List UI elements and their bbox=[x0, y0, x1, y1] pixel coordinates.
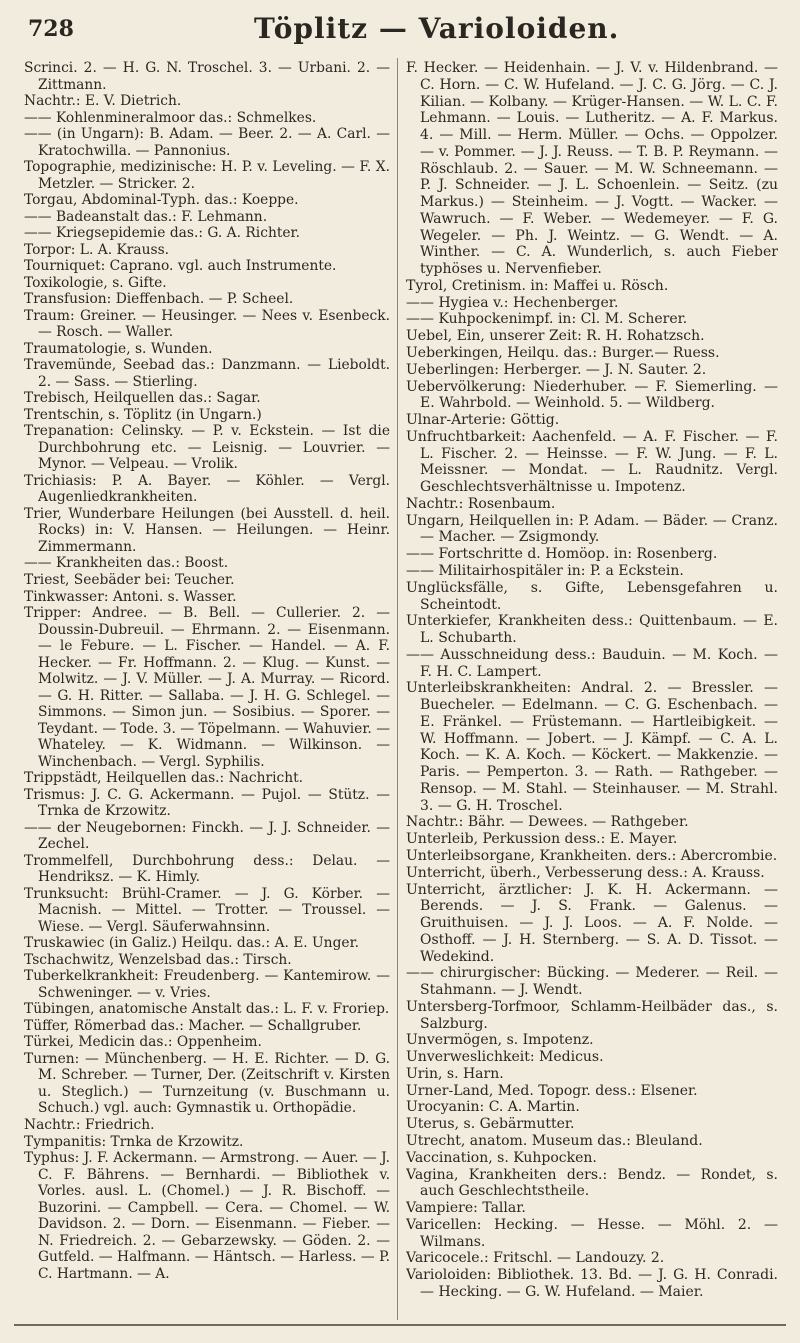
index-entry: Unterricht, überh., Verbesserung dess.: A. Krauss. bbox=[406, 864, 765, 881]
index-entry: F. Hecker. — Heidenhain. — J. V. v. Hildenbrand. — C. Horn. — C. W. Hufeland. — J. C. G. Jörg. — C. J. Kilian. — Kolbany. — Krüger-Hansen. — W. L. C. F. Lehmann. — Louis. — Lutheritz. — A. F. Markus. 4. — Mill. — Herm. Müller. — Ochs. — Oppolzer. — v. Pommer. — J. J. Reuss. — T. B. P. Reymann. — Röschlaub. 2. — Sauer. — M. W. Schneemann. — P. J. Schneider. — J. L. Schoenlein. — Seitz. (zu Markus.) — Steinheim. — J. Vogtt. — Wacker. — Wawruch. — F. Weber. — Wedemeyer. — F. G. Wegeler. — Ph. J. Weintz. — G. Wendt. — A. Winther. — C. A. Wunderlich, s. auch Fieber typhöses u. Nervenfieber. bbox=[406, 60, 778, 278]
index-entry: Ulnar-Arterie: Göttig. bbox=[406, 412, 560, 429]
index-entry: Unvermögen, s. Impotenz. bbox=[406, 1032, 594, 1049]
index-entry: Unverweslichkeit: Medicus. bbox=[406, 1049, 604, 1066]
index-entry: —— Hygiea v.: Hechenberger. bbox=[406, 294, 619, 311]
index-entry: Utrecht, anatom. Museum das.: Bleuland. bbox=[406, 1133, 703, 1149]
left-column bbox=[24, 60, 390, 1318]
index-entry: Trichiasis: P. A. Bayer. — Köhler. — Vergl. Augenliedkrankheiten. bbox=[24, 472, 390, 506]
index-entry: Nachtr.: Rosenbaum. bbox=[406, 495, 556, 512]
index-entry: Ungarn, Heilquellen in: P. Adam. — Bäder. — Cranz. — Macher. — Zsigmondy. bbox=[406, 512, 778, 546]
index-entry: —— Fortschritte d. Homöop. in: Rosenberg. bbox=[406, 546, 718, 563]
index-entry: Typhus: J. F. Ackermann. — Armstrong. — Auer. — J. C. F. Bährens. — Bernhardi. — Bibliothek v. Vorles. ausl. L. (Chomel.) — J. R. Bischoff. — Buzorini. — Campbell. — Cera. — Chomel. — W. Davidson. 2. — Dorn. — Eisenmann. — Fieber. — N. Friedreich. 2. — Gebarzewsky. — Göden. 2. — Gutfeld. — Halfmann. — Häntsch. — Harless. — P. C. Hartmann. — A. bbox=[24, 1150, 390, 1282]
index-entry: Unterkiefer, Krankheiten dess.: Quittenbaum. — E. L. Schubarth. bbox=[406, 613, 778, 647]
index-entry: Tschachwitz, Wenzelsbad das.: Tirsch. bbox=[24, 951, 292, 968]
index-entry: Uebel, Ein, unserer Zeit: R. H. Rohatzsch. bbox=[406, 328, 705, 345]
index-entry: —— Krankheiten das.: Boost. bbox=[24, 555, 229, 572]
index-entry: Truskawiec (in Galiz.) Heilqu. das.: A. E. Unger. bbox=[24, 935, 360, 952]
index-entry: Toxikologie, s. Gifte. bbox=[24, 274, 167, 291]
index-entry: —— der Neugebornen: Finckh. — J. J. Schneider. — Zechel. bbox=[24, 819, 390, 853]
index-entry: Transfusion: Dieffenbach. — P. Scheel. bbox=[24, 291, 294, 308]
index-entry: Unfruchtbarkeit: Aachenfeld. — A. F. Fischer. — F. L. Fischer. 2. — Heinsse. — F. W. Jung. — F. L. Meissner. — Mondat. — L. Raudnitz. Vergl. Geschlechtsverhältnisse u. Impotenz. bbox=[406, 428, 778, 496]
index-entry: Torpor: L. A. Krauss. bbox=[24, 241, 170, 258]
index-entry: —— chirurgischer: Bücking. — Mederer. — Reil. — Stahmann. — J. Wendt. bbox=[406, 965, 778, 999]
page-number: 728 bbox=[28, 16, 74, 42]
index-entry: Urocyanin: C. A. Martin. bbox=[406, 1099, 580, 1116]
running-head: Töplitz — Varioloiden. bbox=[254, 12, 620, 45]
index-entry: Trunksucht: Brühl-Cramer. — J. G. Körber. — Macnish. — Mittel. — Trotter. — Troussel. — Wiese. — Vergl. Säuferwahnsinn. bbox=[24, 885, 390, 935]
index-entry: Nachtr.: E. V. Dietrich. bbox=[24, 93, 182, 110]
index-entry: —— Kriegsepidemie das.: G. A. Richter. bbox=[24, 225, 301, 242]
index-entry: Nachtr.: Friedrich. bbox=[24, 1117, 155, 1133]
index-entry: Trepanation: Celinsky. — P. v. Eckstein. — Ist die Durchbohrung etc. — Leisnig. — Louvrier. — Mynor. — Velpeau. — Vrolik. bbox=[24, 423, 390, 473]
index-entry: Untersberg-Torfmoor, Schlamm-Heilbäder das., s. Salzburg. bbox=[406, 998, 778, 1032]
index-entry: Tourniquet: Caprano. vgl. auch Instrumente. bbox=[24, 258, 337, 275]
index-entry: —— Kuhpockenimpf. in: Cl. M. Scherer. bbox=[406, 311, 688, 328]
index-entry: —— Badeanstalt das.: F. Lehmann. bbox=[24, 208, 268, 225]
index-entry: Unglücksfälle, s. Gifte, Lebensgefahren u. Scheintodt. bbox=[406, 579, 778, 613]
index-entry: Unterleibsorgane, Krankheiten. ders.: Abercrombie. bbox=[406, 847, 778, 864]
index-entry: —— (in Ungarn): B. Adam. — Beer. 2. — A. Carl. — Kratochwilla. — Pannonius. bbox=[24, 126, 390, 159]
index-entry: Trentschin, s. Töplitz (in Ungarn.) bbox=[24, 406, 262, 423]
index-entry: Tuberkelkrankheit: Freudenberg. — Kantemirow. — Schweninger. — v. Vries. bbox=[24, 968, 390, 1001]
index-entry: Unterleibskrankheiten: Andral. 2. — Bressler. — Buecheler. — Edelmann. — C. G. Eschenbach. — E. Fränkel. — Früstemann. — Hartleibigkeit. — W. Hoffmann. — Jobert. — J. Kämpf. — C. A. L. Koch. — K. A. Koch. — Köckert. — Makkenzie. — Paris. — Pemperton. 3. — Rath. — Rathgeber. — Rensop. — M. Stahl. — Steinhauser. — M. Strahl. 3. — G. H. Troschel. bbox=[406, 680, 778, 814]
index-entry: Unterleib, Perkussion dess.: E. Mayer. bbox=[406, 831, 678, 848]
index-entry: Varicellen: Hecking. — Hesse. — Möhl. 2. — Wilmans. bbox=[406, 1216, 778, 1250]
index-entry: Varicocele.: Fritschl. — Landouzy. 2. bbox=[406, 1250, 665, 1267]
index-entry: Trier, Wunderbare Heilungen (bei Ausstell. d. heil. Rocks) in: V. Hansen. — Heilungen. — Heinr. Zimmermann. bbox=[24, 505, 390, 555]
index-entry: Ueberkingen, Heilqu. das.: Burger.— Ruess. bbox=[406, 345, 720, 362]
index-entry: Trismus: J. C. G. Ackermann. — Pujol. — Stütz. — Trnka de Krzowitz. bbox=[24, 786, 390, 820]
index-entry: Tübingen, anatomische Anstalt das.: L. F. v. Froriep. bbox=[24, 1001, 390, 1018]
index-entry: —— Ausschneidung dess.: Bauduin. — M. Koch. — F. H. C. Lampert. bbox=[406, 646, 778, 680]
index-entry: Scrinci. 2. — H. G. N. Troschel. 3. — Urbani. 2. — Zittmann. bbox=[24, 60, 390, 93]
index-entry: Ueberlingen: Herberger. — J. N. Sauter. 2. bbox=[406, 361, 707, 378]
page-header bbox=[16, 8, 784, 52]
index-entry: Trebisch, Heilquellen das.: Sagar. bbox=[24, 390, 261, 407]
index-entry: Topographie, medizinische: H. P. v. Leveling. — F. X. Metzler. — Stricker. 2. bbox=[24, 159, 390, 192]
index-entry: Vaccination, s. Kuhpocken. bbox=[406, 1149, 597, 1166]
index-entry: Traumatologie, s. Wunden. bbox=[24, 340, 213, 357]
index-entry: Tympanitis: Trnka de Krzowitz. bbox=[24, 1133, 244, 1150]
index-entry: Tyrol, Cretinism. in: Maffei u. Rösch. bbox=[406, 277, 669, 294]
index-entry: Urin, s. Harn. bbox=[406, 1065, 504, 1082]
index-entry: Nachtr.: Bähr. — Dewees. — Rathgeber. bbox=[406, 814, 689, 831]
index-entry: Türkei, Medicin das.: Oppenheim. bbox=[24, 1034, 262, 1051]
column-divider bbox=[397, 58, 398, 1320]
index-entry: Trommelfell, Durchbohrung dess.: Delau. — Hendriksz. — K. Himly. bbox=[24, 852, 390, 886]
index-entry: Vagina, Krankheiten ders.: Bendz. — Rondet, s. auch Geschlechtstheile. bbox=[406, 1166, 778, 1200]
index-entry: Varioloiden: Bibliothek. 13. Bd. — J. G. H. Conradi. — Hecking. — G. W. Hufeland. — Maier. bbox=[406, 1267, 778, 1300]
index-entry: Traum: Greiner. — Heusinger. — Nees v. Esenbeck. — Rosch. — Waller. bbox=[24, 307, 390, 341]
index-entry: —— Militairhospitäler in: P. a Eckstein. bbox=[406, 562, 684, 579]
index-entry: —— Kohlenmineralmoor das.: Schmelkes. bbox=[24, 109, 317, 126]
index-entry: Uebervölkerung: Niederhuber. — F. Siemerling. — E. Wahrbold. — Weinhold. 5. — Wildberg. bbox=[406, 378, 778, 412]
index-entry: Triest, Seebäder bei: Teucher. bbox=[24, 571, 235, 588]
index-entry: Urner-Land, Med. Topogr. dess.: Elsener. bbox=[406, 1082, 698, 1099]
index-entry: Trippstädt, Heilquellen das.: Nachricht. bbox=[24, 770, 304, 787]
index-entry: Vampiere: Tallar. bbox=[406, 1200, 526, 1217]
index-entry: Uterus, s. Gebärmutter. bbox=[406, 1116, 575, 1133]
right-column bbox=[406, 60, 778, 1318]
index-entry: Torgau, Abdominal-Typh. das.: Koeppe. bbox=[24, 192, 299, 209]
index-entry: Turnen: — Münchenberg. — H. E. Richter. — D. G. M. Schreber. — Turner, Der. (Zeitschrift v. Kirsten u. Steglich.) — Turnzeitung (v. Buschmann u. Schuch.) vgl. auch: Gymnastik u. Orthopädie. bbox=[24, 1050, 390, 1117]
index-entry: Travemünde, Seebad das.: Danzmann. — Lieboldt. 2. — Sass. — Stierling. bbox=[24, 357, 390, 390]
index-entry: Unterricht, ärztlicher: J. K. H. Ackermann. — Berends. — J. S. Frank. — Galenus. — Gruithuisen. — J. J. Loos. — A. F. Nolde. — Osthoff. — J. H. Sternberg. — S. A. D. Tissot. — Wedekind. bbox=[406, 881, 778, 965]
index-entry: Tinkwasser: Antoni. s. Wasser. bbox=[24, 588, 237, 605]
bottom-rule bbox=[14, 1324, 786, 1326]
index-entry: Tüffer, Römerbad das.: Macher. — Schallgruber. bbox=[24, 1017, 362, 1034]
index-entry: Tripper: Andree. — B. Bell. — Cullerier. 2. — Doussin-Dubreuil. — Ehrmann. 2. — Eisenmann. — le Febure. — L. Fischer. — Handel. — A. F. Hecker. — Fr. Hoffmann. 2. — Klug. — Kunst. — Molwitz. — J. V. Müller. — J. A. Murray. — Ricord. — G. H. Ritter. — Sallaba. — J. H. G. Schlegel. — Simmons. — Simon jun. — Sosibius. — Sporer. — Teydant. — Tode. 3. — Töpelmann. — Wahuvier. — Whateley. — K. Widmann. — Wilkinson. — Winchenbach. — Vergl. Syphilis. bbox=[24, 605, 390, 770]
